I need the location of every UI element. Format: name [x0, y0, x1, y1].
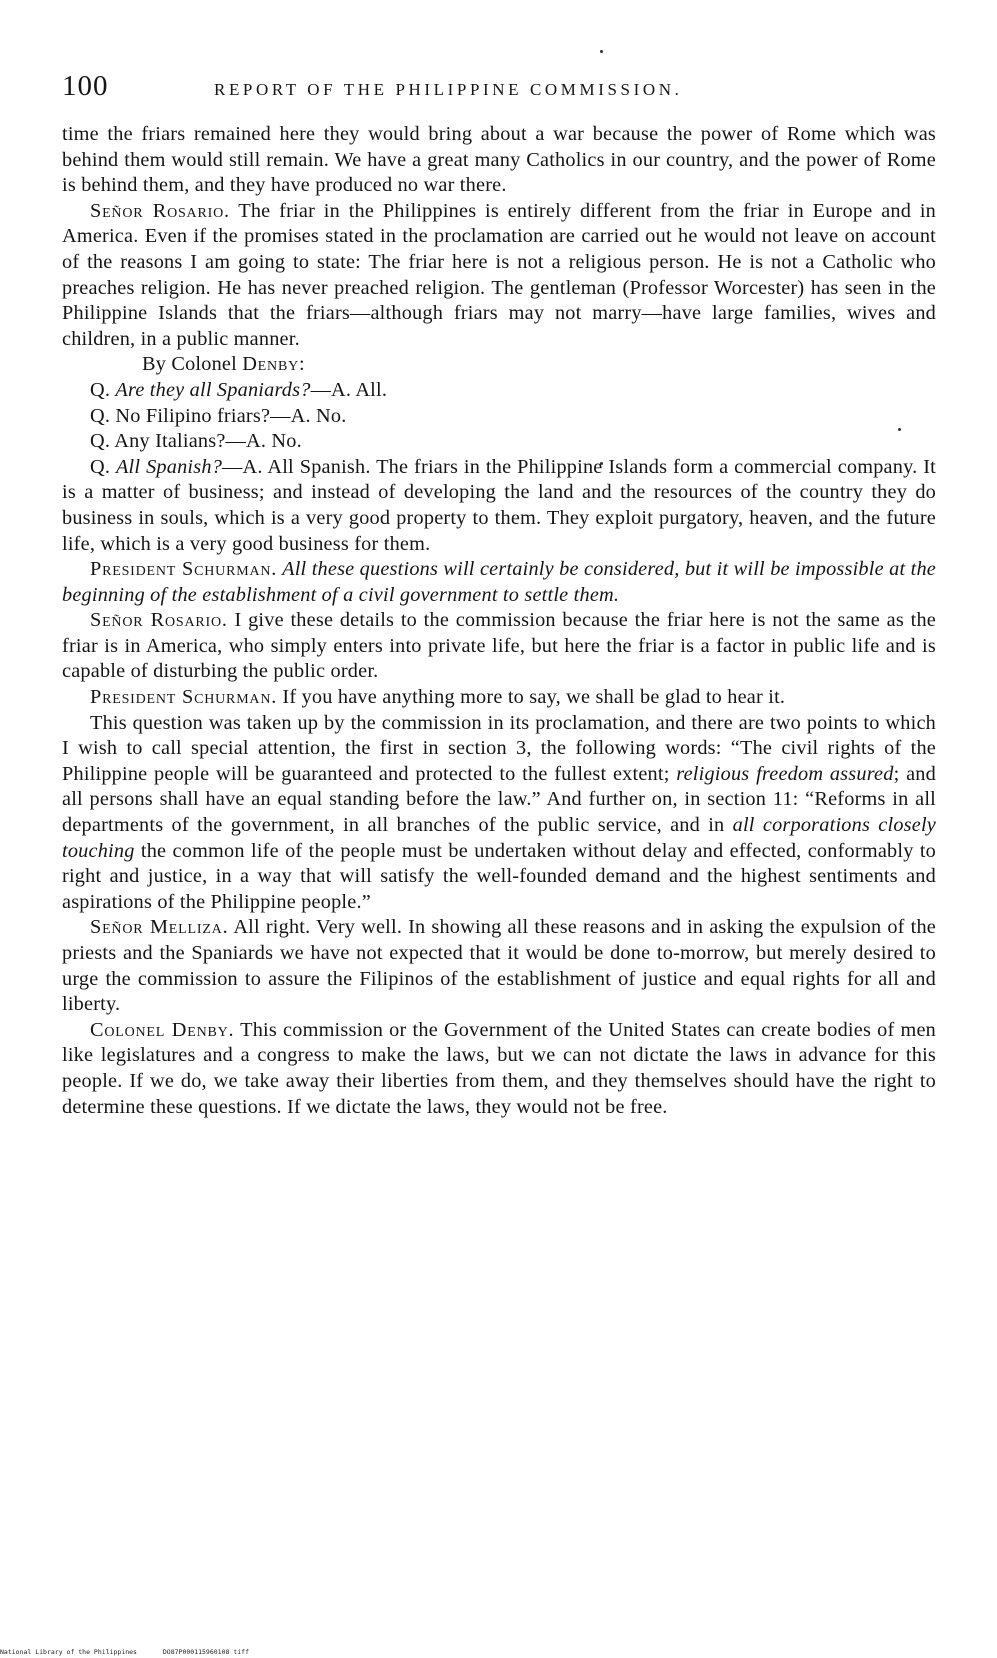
running-title: REPORT OF THE PHILIPPINE COMMISSION. [214, 80, 683, 99]
footer-file: DO87P000115960108 tiff [162, 1648, 249, 1656]
q-marker: Q. [90, 378, 116, 401]
paragraph-text: The friar in the Philippines is entirely different from the friar in Europe and in America. Even if the promises stated in the proclamation are carried out he would not leave on account of the reasons I am going to state: The friar here is not a religious person. He is not a Catholic who preaches religion. He has never preached religion. The gentleman (Professor Worcester) has seen in the Philippine Islands that the friars—although friars may not marry—have large families, wives and children, in a public manner. [62, 199, 937, 350]
scan-speck [600, 50, 603, 53]
paragraph [62, 557, 936, 608]
paragraph [62, 685, 936, 711]
scan-footer [0, 1648, 271, 1656]
question-answer [62, 455, 936, 557]
paragraph-text: If you have anything more to say, we shall be glad to hear it. [277, 686, 786, 709]
page-content [62, 70, 936, 1120]
paragraph-text: All these questions will certainly be considered, but it will be impossible at the beginning of the establishment of a civil government to settle them. [62, 558, 936, 606]
byline-name: Denby [242, 353, 299, 376]
paragraph [62, 122, 936, 199]
answer-text: —A. All. [310, 378, 388, 401]
byline-prefix: By Colonel [142, 353, 243, 376]
answer-text: —A. All Spanish. The friars in the Philippine Islands form a commercial company. It is a matter of business; and instead of developing the land and the resources of the country they do business in souls, which is a very good property to them. They exploit purgatory, heaven, and the future life, which is a very good business for them. [62, 455, 937, 555]
question-answer [62, 378, 936, 404]
paragraph-text: the common life of the people must be undertaken without delay and effected, conformably to right and justice, in a way that will satisfy the well-founded demand and the highest sentiments and aspirations of the Philippine people.” [62, 839, 936, 913]
emphasis-text: religious freedom assured [676, 762, 894, 785]
speaker-name: Señor Rosario. [90, 199, 230, 222]
speaker-name: Señor Rosario. [90, 609, 228, 632]
footer-library: National Library of the Philippines [0, 1648, 137, 1656]
page-number: 100 [62, 70, 109, 102]
examiner-byline [62, 352, 936, 378]
speaker-name: Señor Melliza. [90, 916, 229, 939]
paragraph [62, 711, 936, 916]
paragraph [62, 915, 936, 1017]
question-answer [62, 429, 936, 455]
paragraph-text: time the friars remained here they would bring about a war because the power of Rome which was behind them would still remain. We have a great many Catholics in our country, and the power of Rome is behind them, and they have produced no war there. [62, 123, 936, 197]
paragraph-text: This commission or the Government of the United States can create bodies of men like legislatures and a congress to make the laws, but we can not dictate the laws in advance for this people. If we do, we take away their liberties from them, and they themselves should have the right to determine these questions. If we dictate the laws, they would not be free. [62, 1018, 936, 1118]
page-header [62, 70, 936, 108]
paragraph-text: This question was taken up by the commission in its proclamation, and there are two points to which I wish to call special attention, the first in section 3, the following words: “The civil rights of the Philippine people will be guaranteed and protected to the fullest extent; [62, 711, 936, 785]
speaker-name: Colonel Denby. [90, 1018, 235, 1041]
qa-text: Q. No Filipino friars?—A. No. [90, 404, 347, 427]
question-answer [62, 404, 936, 430]
paragraph [62, 608, 936, 685]
byline-suffix: : [299, 353, 305, 376]
body-text [62, 122, 936, 1120]
paragraph [62, 1018, 936, 1120]
paragraph [62, 199, 936, 353]
speaker-name: President Schurman. [90, 558, 278, 581]
q-marker: Q. [90, 455, 116, 478]
paragraph-text: I give these details to the commission because the friar here is not the same as the friar is in America, who simply enters into private life, but here the friar is a factor in public life and is capable of disturbing the public order. [62, 609, 936, 683]
speaker-name: President Schurman. [90, 686, 278, 709]
emphasis-text: all corporations closely touching [62, 814, 937, 862]
paragraph-text: All right. Very well. In showing all these reasons and in asking the expulsion of the priests and the Spaniards we have not expected that it would be done to-morrow, but merely desired to urge the commission to assure the Filipinos of the establishment of justice and equal rights for all and liberty. [62, 916, 937, 1016]
question-text: All Spanish? [115, 455, 223, 478]
paragraph-text: ; and all persons shall have an equal standing before the law.” And further on, in section 11: “Reforms in all departments of the government, in all branches of the public service, and in [62, 762, 936, 837]
qa-text: Q. Any Italians?—A. No. [90, 430, 302, 453]
question-text: Are they all Spaniards? [115, 378, 311, 401]
